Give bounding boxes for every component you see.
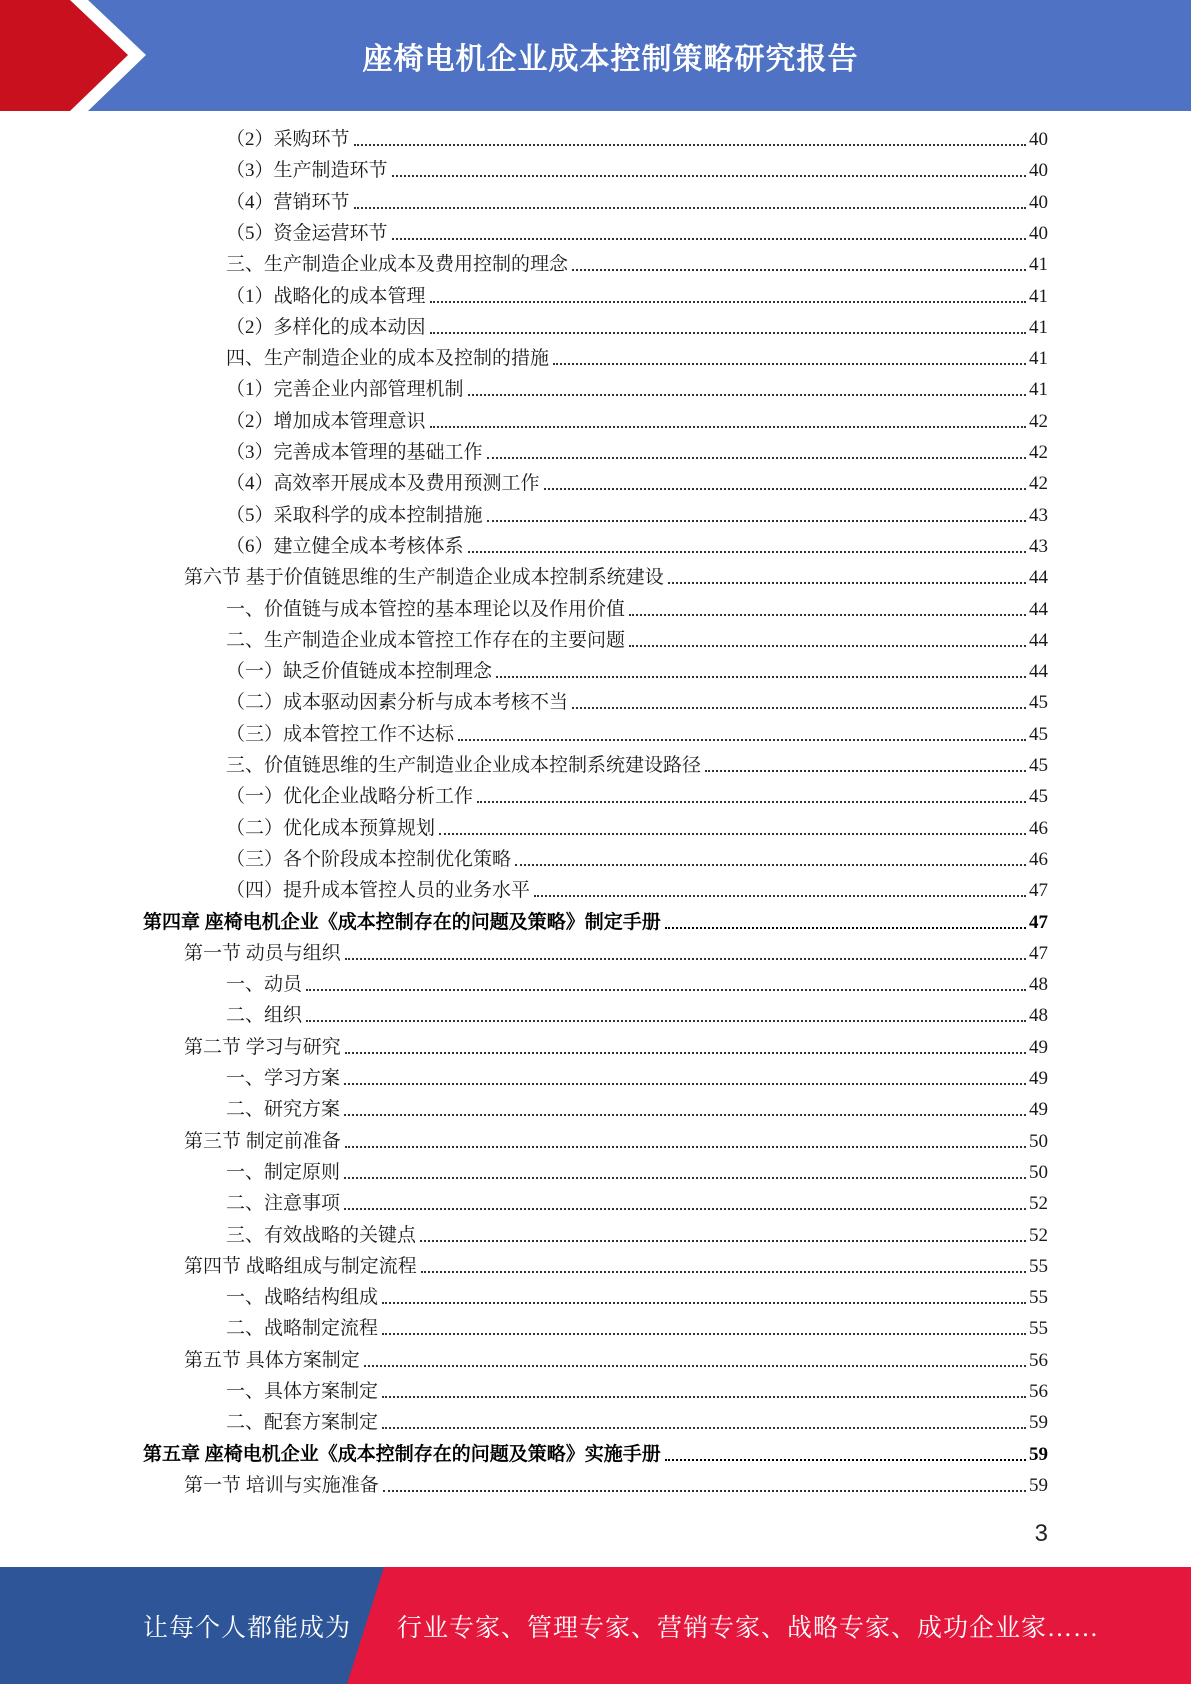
toc-entry-title: 一、制定原则 [226,1161,341,1183]
toc-entry-page: 40 [1029,222,1048,244]
toc-entry-page: 40 [1029,129,1048,150]
toc-entry-title: （3）生产制造环节 [226,160,388,182]
toc-dot-leader [345,1052,1026,1054]
toc-entry[interactable] [226,1160,1048,1186]
toc-dot-leader [665,1459,1026,1461]
toc-dot-leader [354,144,1026,146]
toc-dot-leader [534,895,1026,897]
toc-entry[interactable] [226,221,1048,247]
toc-entry[interactable] [226,628,1048,654]
toc-entry[interactable] [226,158,1048,184]
toc-entry-page: 59 [1029,1474,1048,1496]
toc-entry[interactable] [226,284,1048,310]
toc-dot-leader [345,958,1026,960]
toc-entry-page: 44 [1029,598,1048,620]
toc-entry-page: 45 [1029,723,1048,745]
toc-entry-title: （二）优化成本预算规划 [226,817,436,839]
toc-entry[interactable] [226,534,1048,560]
toc-entry-title: 第六节 基于价值链思维的生产制造企业成本控制系统建设 [184,567,664,589]
toc-entry-page: 52 [1029,1224,1048,1246]
toc-entry[interactable] [226,1285,1048,1311]
toc-entry[interactable] [226,972,1048,998]
toc-entry[interactable] [226,346,1048,372]
toc-entry-page: 49 [1029,1099,1048,1121]
toc-dot-leader [344,1083,1026,1085]
toc-dot-leader [382,1427,1026,1429]
toc-dot-leader [354,207,1026,209]
toc-entry-title: 三、有效战略的关键点 [226,1224,417,1246]
page-number: 3 [1034,1520,1048,1547]
toc-dot-leader [392,175,1026,177]
toc-entry-title: （1）完善企业内部管理机制 [226,379,464,401]
toc-dot-leader [421,1271,1026,1273]
toc-entry-title: （一）缺乏价值链成本控制理念 [226,661,493,683]
toc-entry-page: 47 [1029,880,1048,902]
toc-entry-page: 42 [1029,410,1048,432]
toc-entry[interactable] [226,471,1048,497]
toc-entry-title: 三、价值链思维的生产制造业企业成本控制系统建设路径 [226,755,702,776]
toc-entry-page: 49 [1029,1036,1048,1058]
toc-entry[interactable] [226,816,1048,842]
toc-entry-page: 49 [1029,1068,1048,1089]
toc-dot-leader [496,676,1026,678]
toc-entry-title: 一、价值链与成本管控的基本理论以及作用价值 [226,598,626,620]
toc-entry[interactable] [184,1035,1048,1061]
toc-entry[interactable] [184,941,1048,967]
toc-entry-page: 55 [1029,1287,1048,1309]
toc-entry[interactable] [184,1254,1048,1280]
toc-entry-title: 第五章 座椅电机企业《成本控制存在的问题及策略》实施手册 [143,1443,661,1465]
toc-dot-leader [515,864,1026,866]
toc-dot-leader [553,363,1026,365]
toc-dot-leader [468,394,1026,396]
toc-entry-page: 41 [1029,348,1048,370]
toc-entry[interactable] [226,315,1048,341]
toc-entry-page: 44 [1029,661,1048,683]
toc-dot-leader [477,801,1026,803]
toc-dot-leader [430,332,1026,334]
toc-dot-leader [487,457,1026,459]
toc-entry-page: 59 [1029,1412,1048,1434]
footer-banner [0,1567,1191,1684]
toc-entry-page: 55 [1029,1318,1048,1340]
toc-entry[interactable] [226,1003,1048,1029]
toc-dot-leader [468,551,1026,553]
toc-dot-leader [458,739,1026,741]
toc-entry-title: 一、学习方案 [226,1068,341,1089]
toc-dot-leader [487,520,1026,522]
toc-entry[interactable] [184,1473,1048,1499]
toc-entry-page: 50 [1029,1130,1048,1152]
toc-entry-title: （四）提升成本管控人员的业务水平 [226,880,531,902]
toc-entry-page: 59 [1029,1443,1048,1465]
toc-entry-title: （4）营销环节 [226,191,350,213]
toc-entry[interactable] [184,1129,1048,1155]
toc-entry-page: 55 [1029,1255,1048,1277]
toc-entry-title: 二、配套方案制定 [226,1412,379,1434]
toc-entry-page: 41 [1029,254,1048,276]
toc-entry[interactable] [226,409,1048,435]
toc-entry-page: 40 [1029,191,1048,213]
toc-entry-title: 二、注意事项 [226,1193,341,1215]
toc-dot-leader [306,989,1026,991]
toc-entry[interactable] [184,565,1048,591]
toc-entry-page: 41 [1029,379,1048,401]
toc-entry[interactable] [184,1348,1048,1374]
toc-dot-leader [572,269,1026,271]
toc-dot-leader [572,707,1026,709]
toc-entry-title: 二、研究方案 [226,1099,341,1121]
toc-entry-title: （二）成本驱动因素分析与成本考核不当 [226,692,569,714]
toc-entry-page: 43 [1029,504,1048,526]
toc-dot-leader [306,1020,1026,1022]
toc-entry-title: 四、生产制造企业的成本及控制的措施 [226,348,550,370]
toc-entry[interactable] [143,1442,1048,1468]
toc-entry-title: （5）资金运营环节 [226,222,388,244]
toc-entry[interactable] [226,127,1048,153]
toc-entry-page: 41 [1029,316,1048,338]
toc-dot-leader [668,582,1026,584]
footer-slogan-right: 行业专家、管理专家、营销专家、战略专家、成功企业家…… [397,1614,1100,1642]
toc-entry-title: （2）增加成本管理意识 [226,410,426,432]
toc-entry[interactable] [226,1410,1048,1436]
toc-entry[interactable] [226,1191,1048,1217]
toc-dot-leader [344,1208,1026,1210]
toc-entry-title: 第二节 学习与研究 [184,1036,341,1058]
toc-entry[interactable] [226,847,1048,873]
toc-dot-leader [705,770,1026,772]
toc-entry-title: 二、战略制定流程 [226,1318,379,1340]
toc-dot-leader [629,614,1026,616]
toc-dot-leader [439,833,1026,835]
toc-entry-page: 46 [1029,817,1048,839]
toc-entry-title: 第四节 战略组成与制定流程 [184,1255,417,1277]
toc-dot-leader [544,488,1026,490]
toc-entry[interactable] [226,1066,1048,1092]
toc-entry[interactable] [143,910,1048,936]
toc-entry-title: 第五节 具体方案制定 [184,1349,360,1371]
toc-entry-title: （1）战略化的成本管理 [226,285,426,307]
toc-entry-title: （2）多样化的成本动因 [226,316,426,338]
toc-entry[interactable] [226,377,1048,403]
toc-entry-page: 44 [1029,567,1048,589]
toc-dot-leader [382,1302,1026,1304]
toc-entry[interactable] [226,1097,1048,1123]
toc-entry-title: 第一节 动员与组织 [184,942,341,964]
toc-entry-page: 48 [1029,974,1048,996]
toc-dot-leader [392,238,1026,240]
toc-entry-title: （4）高效率开展成本及费用预测工作 [226,473,540,495]
toc-entry-title: 第三节 制定前准备 [184,1130,341,1152]
toc-entry[interactable] [226,1316,1048,1342]
toc-entry[interactable] [226,784,1048,810]
toc-entry-page: 43 [1029,535,1048,557]
toc-dot-leader [382,1333,1026,1335]
toc-entry-page: 52 [1029,1193,1048,1215]
toc-entry-title: 第四章 座椅电机企业《成本控制存在的问题及策略》制定手册 [143,911,661,933]
toc-entry-title: 一、动员 [226,974,303,996]
toc-entry-page: 56 [1029,1381,1048,1402]
toc-entry-page: 42 [1029,473,1048,495]
toc-entry[interactable] [226,878,1048,904]
toc-entry-page: 44 [1029,629,1048,651]
toc-entry[interactable] [226,753,1048,779]
toc-entry-page: 45 [1029,755,1048,776]
toc-entry-page: 40 [1029,160,1048,182]
toc-entry-page: 50 [1029,1161,1048,1183]
toc-entry-title: 一、战略结构组成 [226,1287,379,1309]
toc-entry[interactable] [226,503,1048,529]
toc-entry-title: 二、组织 [226,1005,303,1027]
toc-dot-leader [345,1146,1026,1148]
toc-dot-leader [665,927,1026,929]
toc-entry[interactable] [226,722,1048,748]
toc-dot-leader [430,301,1026,303]
toc-entry[interactable] [226,1379,1048,1405]
toc-entry[interactable] [226,690,1048,716]
toc-entry-title: 二、生产制造企业成本管控工作存在的主要问题 [226,629,626,651]
toc-entry-title: 一、具体方案制定 [226,1381,379,1402]
document-title: 座椅电机企业成本控制策略研究报告 [362,41,859,77]
header-banner [0,0,1191,111]
toc-entry[interactable] [226,190,1048,216]
toc-dot-leader [344,1177,1026,1179]
toc-entry-title: 第一节 培训与实施准备 [184,1474,379,1496]
toc-entry-title: （一）优化企业战略分析工作 [226,786,474,808]
toc-entry-page: 42 [1029,442,1048,463]
toc-entry[interactable] [226,659,1048,685]
toc-dot-leader [629,645,1026,647]
toc-dot-leader [430,426,1026,428]
toc-dot-leader [420,1240,1026,1242]
toc-entry-page: 45 [1029,692,1048,714]
toc-entry[interactable] [226,1223,1048,1249]
toc-entry-page: 41 [1029,285,1048,307]
toc-entry-title: （3）完善成本管理的基础工作 [226,442,483,463]
toc-entry-page: 45 [1029,786,1048,808]
toc-entry[interactable] [226,597,1048,623]
toc-entry-page: 47 [1029,942,1048,964]
toc-entry[interactable] [226,440,1048,466]
footer-slogan-left: 让每个人都能成为 [143,1614,352,1642]
toc-entry[interactable] [226,252,1048,278]
toc-entry-title: （三）成本管控工作不达标 [226,723,455,745]
toc-dot-leader [364,1365,1026,1367]
toc-entry-page: 46 [1029,848,1048,870]
toc-entry-page: 47 [1029,911,1048,933]
toc-entry-title: （三）各个阶段成本控制优化策略 [226,848,512,870]
toc-dot-leader [383,1490,1026,1492]
toc-entry-title: 三、生产制造企业成本及费用控制的理念 [226,254,569,276]
toc-entry-page: 48 [1029,1005,1048,1027]
toc-entry-page: 56 [1029,1349,1048,1371]
toc-entry-title: （2）采购环节 [226,129,350,150]
toc-dot-leader [344,1114,1026,1116]
toc-entry-title: （6）建立健全成本考核体系 [226,535,464,557]
toc-entry-title: （5）采取科学的成本控制措施 [226,504,483,526]
toc-dot-leader [382,1396,1026,1398]
